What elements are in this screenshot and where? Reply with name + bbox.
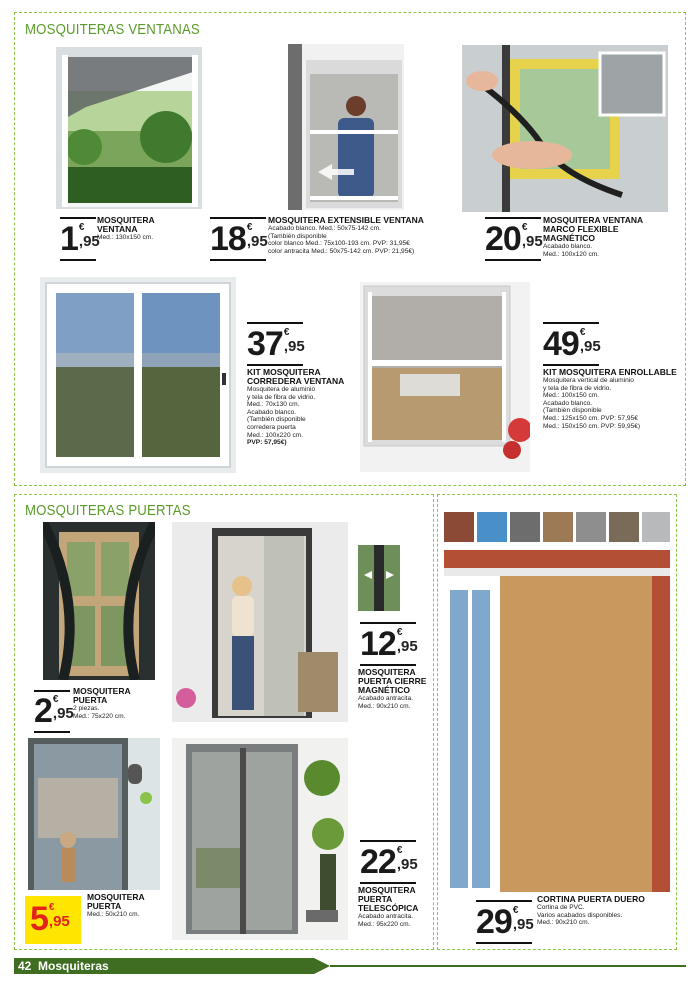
product-detail: 2 piezas. [73, 705, 100, 712]
price-int: 5 [30, 900, 48, 938]
product-title: MOSQUITERA PUERTA [73, 686, 131, 705]
price-rule [485, 259, 541, 261]
price-cierre-magnetico [360, 625, 418, 663]
product-detail: Med.: 125x150 cm. PVP: 57,95€ [543, 414, 638, 422]
currency: € [396, 845, 403, 856]
product-detail: PVP: 57,95€) [247, 439, 287, 447]
price-rule [543, 364, 599, 366]
price-cents: ,95 [396, 856, 418, 873]
price-rule [485, 217, 541, 219]
page-section-label: Mosquiteras [38, 959, 109, 973]
product-detail: Acabado antracita. [358, 695, 413, 702]
product-image-window-screen [56, 47, 202, 209]
product-detail: Acabado blanco. Med.: 50x75-142 cm. [268, 225, 381, 232]
price-rule [543, 322, 599, 324]
currency: € [78, 222, 85, 233]
price-rule [247, 364, 303, 366]
product-title: MOSQUITERA VENTANA MARCO FLEXIBLE MAGNÉTICO [543, 215, 643, 243]
price-int: 22 [360, 843, 396, 881]
price-cents: ,95 [521, 233, 543, 250]
currency: € [283, 327, 290, 338]
price-rule [60, 217, 96, 219]
price-marco-magnetico [485, 220, 543, 258]
product-desc-p8 [87, 893, 172, 919]
product-detail: Mosquitera de aluminio [247, 386, 316, 393]
price-int: 2 [34, 692, 52, 730]
price-kit-enrollable [543, 325, 601, 363]
product-detail: (También disponible [268, 232, 327, 240]
price-cents: ,95 [579, 338, 601, 355]
product-desc-p1 [97, 216, 187, 242]
currency: € [521, 222, 528, 233]
product-detail: Med.: 90x210 cm. [358, 702, 411, 710]
product-desc-p5 [543, 368, 678, 430]
product-detail: Med.: 90x210 cm. [537, 919, 590, 927]
product-detail: (También disponible [247, 416, 306, 424]
currency: € [48, 902, 55, 913]
product-detail: y tela de fibra de vidrio. [543, 384, 612, 392]
product-detail: Med.: 100x150 cm. [543, 392, 600, 400]
product-detail: Acabado blanco. [543, 243, 593, 250]
price-int: 12 [360, 625, 396, 663]
product-detail: y tela de fibra de vidrio. [247, 393, 316, 401]
price-cents: ,95 [283, 338, 305, 355]
price-mosquitera-puerta-2p [34, 692, 74, 730]
product-detail: Med.: 100x220 cm. [247, 431, 304, 439]
price-rule [476, 900, 532, 902]
product-detail: Varios acabados disponibles. [537, 911, 623, 919]
price-int: 37 [247, 325, 283, 363]
product-detail: Med.: 150x150 cm. PVP: 59,95€) [543, 422, 641, 430]
product-title: MOSQUITERA PUERTA TELESCÓPICA [358, 885, 419, 913]
page-footer [14, 958, 686, 974]
price-rule [247, 322, 303, 324]
product-detail: Mosquitera vertical de aluminio [543, 377, 634, 384]
price-cents: ,95 [52, 705, 74, 722]
price-rule [360, 840, 416, 842]
product-desc-p6 [73, 687, 153, 720]
product-image-pvc-curtain [444, 550, 670, 892]
product-detail: (También disponible [543, 407, 602, 415]
price-cents: ,95 [78, 233, 100, 250]
product-detail: Cortina de PVC. [537, 904, 585, 911]
product-detail: Med.: 95x220 cm. [358, 920, 411, 928]
price-rule [476, 942, 532, 944]
product-image-magnetic-frame [462, 45, 668, 212]
currency: € [396, 627, 403, 638]
product-title: KIT MOSQUITERA ENROLLABLE [543, 367, 677, 377]
price-cents: ,95 [246, 233, 268, 250]
price-int: 49 [543, 325, 579, 363]
product-detail: Med.: 70x130 cm. [247, 401, 300, 409]
product-image-roll-screen [360, 282, 530, 472]
product-title: MOSQUITERA PUERTA CIERRE MAGNÉTICO [358, 667, 427, 695]
product-title: MOSQUITERA EXTENSIBLE VENTANA [268, 215, 424, 225]
price-rule [360, 622, 416, 624]
price-cents: ,95 [48, 913, 70, 930]
product-detail: color antracita Med.: 50x75-142 cm. PVP: 21,95€) [268, 247, 415, 255]
product-title: CORTINA PUERTA DUERO [537, 894, 645, 904]
product-detail: Med.: 75x220 cm. [73, 712, 126, 720]
product-detail: Med.: 130x150 cm. [97, 234, 154, 241]
product-desc-p3 [543, 216, 658, 258]
product-image-magnetic-closure-detail [358, 545, 400, 611]
product-title: MOSQUITERA PUERTA [87, 892, 145, 911]
windows-section-title: MOSQUITERAS VENTANAS [25, 21, 200, 38]
product-image-door-single [28, 738, 160, 890]
product-image-door-curtain [43, 522, 155, 680]
currency: € [512, 905, 519, 916]
price-int: 18 [210, 220, 246, 258]
price-int: 20 [485, 220, 521, 258]
product-detail: Med.: 50x210 cm. [87, 911, 140, 918]
price-extensible-ventana [210, 220, 268, 258]
product-image-sliding-window [40, 277, 236, 473]
price-rule [210, 217, 266, 219]
product-image-extensible-window [288, 44, 404, 210]
product-title: KIT MOSQUITERA CORREDERA VENTANA [247, 367, 345, 386]
product-desc-p10 [537, 895, 677, 927]
product-desc-p9 [358, 886, 433, 928]
currency: € [246, 222, 253, 233]
product-detail: Acabado blanco. [247, 408, 297, 416]
price-mosquitera-ventana [60, 220, 100, 258]
product-image-magnetic-door [172, 522, 348, 722]
currency: € [579, 327, 586, 338]
price-rule [210, 259, 266, 261]
page-number: 42 [18, 959, 32, 973]
product-detail: Med.: 100x120 cm. [543, 250, 600, 258]
price-mosquitera-puerta [30, 900, 70, 938]
price-cortina-duero [476, 903, 534, 941]
product-detail: corredera puerta [247, 423, 296, 431]
price-int: 29 [476, 903, 512, 941]
price-kit-corredera [247, 325, 305, 363]
price-telescopica [360, 843, 418, 881]
currency: € [52, 694, 59, 705]
price-int: 1 [60, 220, 78, 258]
product-detail: Acabado blanco. [543, 399, 593, 407]
doors-section-title: MOSQUITERAS PUERTAS [25, 502, 191, 519]
product-desc-p2 [268, 216, 448, 255]
product-desc-p7 [358, 668, 433, 710]
price-cents: ,95 [512, 916, 534, 933]
price-rule [34, 731, 70, 733]
product-desc-p4 [247, 368, 347, 447]
product-image-telescopic-door [172, 738, 348, 940]
price-rule [60, 259, 96, 261]
product-detail: color blanco Med.: 75x100-193 cm. PVP: 31,95€ [268, 240, 410, 248]
price-cents: ,95 [396, 638, 418, 655]
product-detail: Acabado antracita. [358, 913, 413, 920]
price-rule [360, 882, 416, 884]
price-rule [360, 664, 416, 666]
product-title: MOSQUITERA VENTANA [97, 215, 155, 234]
color-swatch-row [444, 512, 670, 542]
